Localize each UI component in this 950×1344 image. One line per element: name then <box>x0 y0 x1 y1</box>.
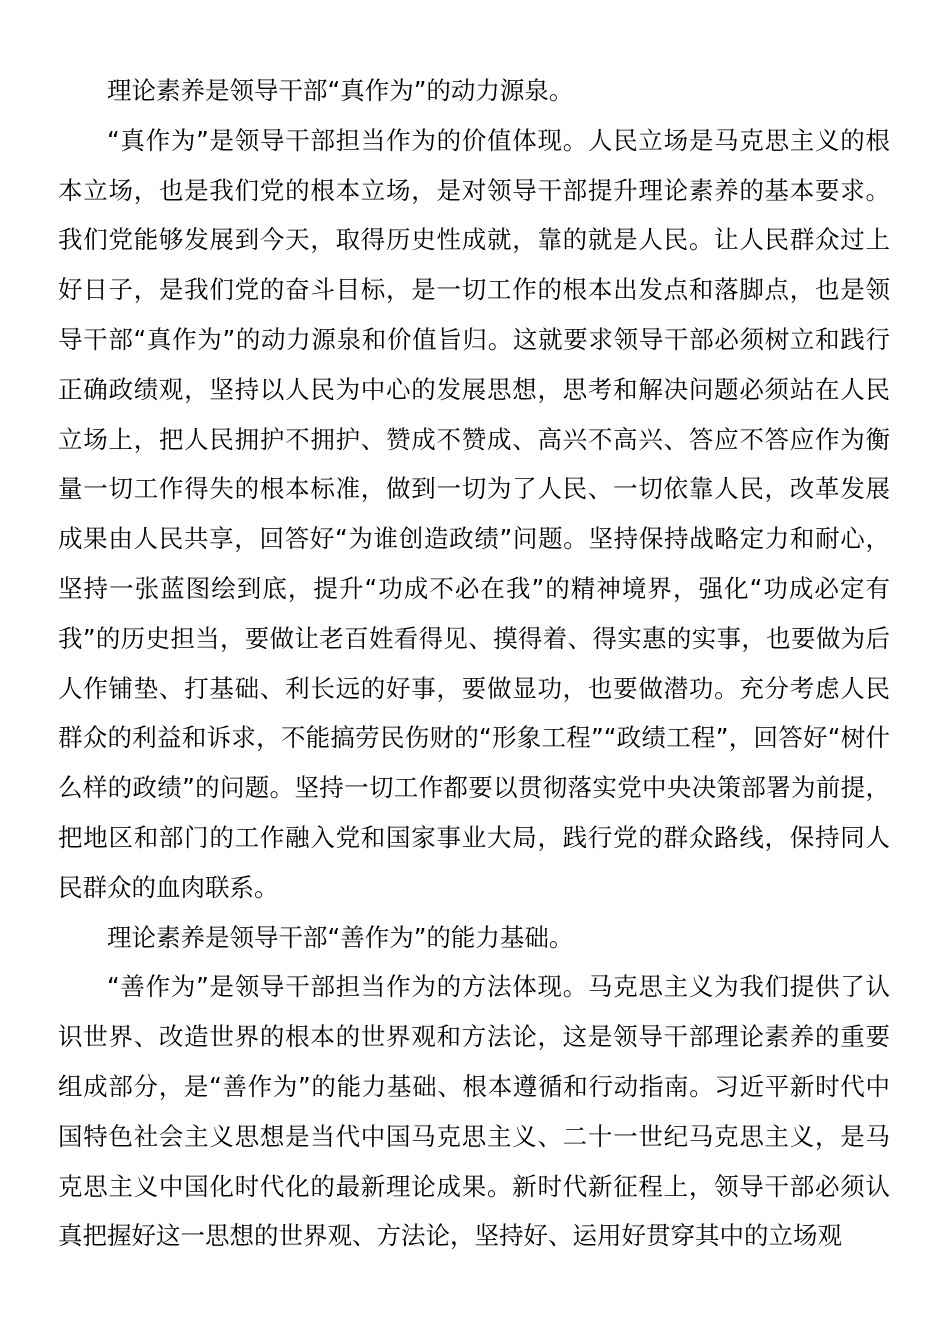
paragraph-good-action-body: “善作为”是领导干部担当作为的方法体现。马克思主义为我们提供了认识世界、改造世界的根本的世界观和方法论，这是领导干部理论素养的重要组成部分，是“善作为”的能力基础、根本遵循和行动指南。习近平新时代中国特色社会主义思想是当代中国马克思主义、二十一世纪马克思主义，是马克思主义中国化时代化的最新理论成果。新时代新征程上，领导干部必须认真把握好这一思想的世界观、方法论，坚持好、运用好贯穿其中的立场观 <box>58 972 890 1251</box>
paragraph-true-action-body: “真作为”是领导干部担当作为的价值体现。人民立场是马克思主义的根本立场，也是我们党的根本立场，是对领导干部提升理论素养的基本要求。我们党能够发展到今天，取得历史性成就，靠的就是人民。让人民群众过上好日子，是我们党的奋斗目标，是一切工作的根本出发点和落脚点，也是领导干部“真作为”的动力源泉和价值旨归。这就要求领导干部必须树立和践行正确政绩观，坚持以人民为中心的发展思想，思考和解决问题必须站在人民立场上，把人民拥护不拥护、赞成不赞成、高兴不高兴、答应不答应作为衡量一切工作得失的根本标准，做到一切为了人民、一切依靠人民，改革发展成果由人民共享，回答好“为谁创造政绩”问题。坚持保持战略定力和耐心，坚持一张蓝图绘到底，提升“功成不必在我”的精神境界，强化“功成必定有我”的历史担当，要做让老百姓看得见、摸得着、得实惠的实事，也要做为后人作铺垫、打基础、利长远的好事，要做显功，也要做潜功。充分考虑人民群众的利益和诉求，不能搞劳民伤财的“形象工程”“政绩工程”，回答好“树什么样的政绩”的问题。坚持一切工作都要以贯彻落实党中央决策部署为前提，把地区和部门的工作融入党和国家事业大局，践行党的群众路线，保持同人民群众的血肉联系。 <box>58 125 890 902</box>
document-body <box>58 66 890 1261</box>
paragraph-heading-true-action: 理论素养是领导干部“真作为”的动力源泉。 <box>107 76 574 105</box>
paragraph-heading-good-action: 理论素养是领导干部“善作为”的能力基础。 <box>107 922 574 952</box>
